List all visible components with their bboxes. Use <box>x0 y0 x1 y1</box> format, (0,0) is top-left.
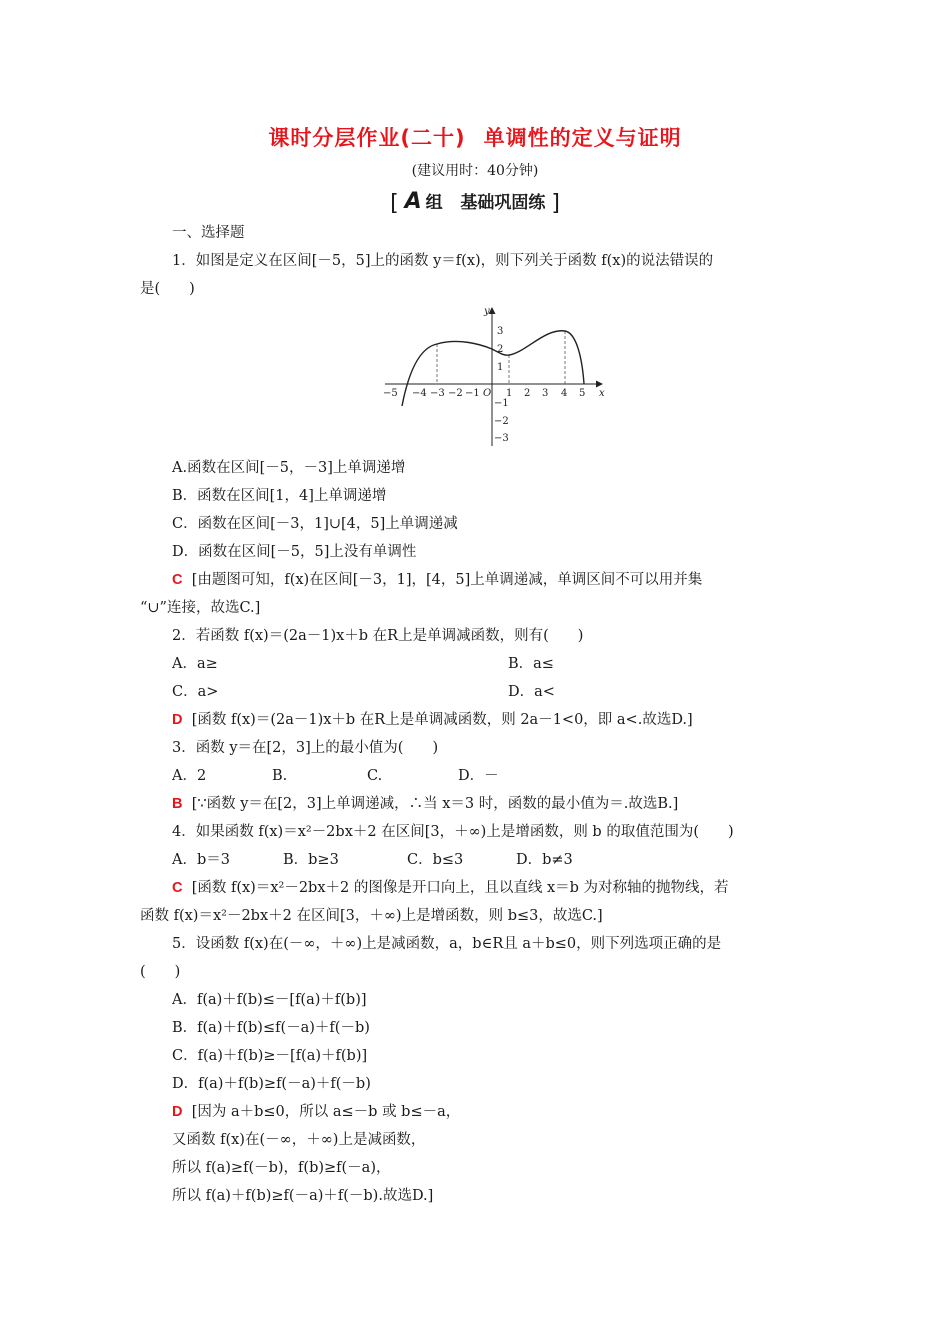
q2-option-c: C．a> <box>172 684 219 700</box>
q5-option-b: B．f(a)＋f(b)≤f(－a)＋f(－b) <box>172 1020 370 1036</box>
x-tick: −4 <box>412 388 427 399</box>
q4-option-b: B．b≥3 <box>283 852 339 868</box>
q5-explanation-line3: 所以 f(a)≥f(－b)，f(b)≥f(－a)， <box>172 1160 391 1176</box>
x-axis-label: x <box>599 388 605 399</box>
q2-option-a: A．a≥ <box>172 656 218 672</box>
x-tick: −1 <box>465 388 480 399</box>
q5-explanation-line1: D [因为 a＋b≤0，所以 a≤－b 或 b≤－a， <box>172 1104 461 1120</box>
q3-stem: 3．函数 y＝在[2，3]上的最小值为( ) <box>172 740 439 756</box>
x-tick: −2 <box>448 388 463 399</box>
q2-option-b: B．a≤ <box>508 656 554 672</box>
q4-explanation-line2: 函数 f(x)＝x²－2bx＋2 在区间[3，＋∞)上是增函数，则 b≤3，故选C.] <box>140 908 603 924</box>
q3-option-a: A．2 <box>172 768 207 784</box>
q2-option-d: D．a< <box>508 684 555 700</box>
q3-option-d: D．－ <box>458 768 499 784</box>
group-name: 基础巩固练 <box>460 193 546 213</box>
y-tick: −1 <box>494 398 509 409</box>
x-tick: 1 <box>506 388 513 399</box>
group-letter: A <box>404 189 422 214</box>
section-heading: 一、选择题 <box>172 225 245 241</box>
q1-explanation-line2: “∪”连接，故选C.] <box>140 600 261 616</box>
q4-option-c: C．b≤3 <box>407 852 464 868</box>
suggested-time: (建议用时：40分钟) <box>411 163 539 179</box>
q1-stem-line1: 1．如图是定义在区间[－5，5]上的函数 y＝f(x)，则下列关于函数 f(x)的说法错误的 <box>172 253 714 269</box>
q5-stem-line1: 5．设函数 f(x)在(－∞，＋∞)上是减函数，a，b∈R且 a＋b≤0，则下列选项正确的是 <box>172 936 722 952</box>
q4-option-a: A．b＝3 <box>172 852 230 868</box>
q1-answer: C <box>172 572 183 588</box>
y-axis-label: y <box>484 306 490 317</box>
q1-explanation-line1: C [由题图可知，f(x)在区间[－3，1]，[4，5]上单调递减，单调区间不可以用并集 <box>172 572 703 588</box>
y-tick-labels <box>494 326 509 444</box>
q1-option-b: B．函数在区间[1，4]上单调递增 <box>172 488 387 504</box>
q1-option-d: D．函数在区间[－5，5]上没有单调性 <box>172 544 417 560</box>
dashed-guides <box>437 331 565 384</box>
q5-option-a: A．f(a)＋f(b)≤－[f(a)＋f(b)] <box>172 992 367 1008</box>
q5-option-c: C．f(a)＋f(b)≥－[f(a)＋f(b)] <box>172 1048 368 1064</box>
x-tick: 2 <box>524 388 531 399</box>
q4-explanation-line1: C [函数 f(x)＝x²－2bx＋2 的图像是开口向上，且以直线 x＝b 为对称轴的抛物线，若 <box>172 880 729 896</box>
group-heading: [ A 组 基础巩固练 ] <box>390 189 560 216</box>
y-tick: −2 <box>494 416 509 427</box>
q5-answer: D <box>172 1104 183 1120</box>
x-tick: −3 <box>430 388 445 399</box>
q4-stem: 4．如果函数 f(x)＝x²－2bx＋2 在区间[3，＋∞)上是增函数，则 b 的取值范围为( ) <box>172 824 734 840</box>
q2-answer: D <box>172 712 183 728</box>
q4-answer: C <box>172 880 183 896</box>
q3-explanation: B [∵函数 y＝在[2，3]上单调递减，∴当 x＝3 时，函数的最小值为＝.故选B.] <box>172 796 679 812</box>
q5-explanation-line4: 所以 f(a)＋f(b)≥f(－a)＋f(－b).故选D.] <box>172 1188 434 1204</box>
q3-option-c: C. <box>367 768 383 784</box>
page-title <box>0 122 950 152</box>
q1-stem-line2: 是( ) <box>140 281 195 297</box>
x-tick: 5 <box>579 388 586 399</box>
x-tick: 4 <box>561 388 568 399</box>
q5-stem-line2: ( ) <box>140 964 181 980</box>
q2-explanation: D [函数 f(x)＝(2a－1)x＋b 在R上是单调减函数，则 2a－1<0，即 a<.故选D.] <box>172 712 693 728</box>
y-tick: 2 <box>497 344 504 355</box>
q2-stem: 2．若函数 f(x)＝(2a－1)x＋b 在R上是单调减函数，则有( ) <box>172 628 584 644</box>
y-tick: 3 <box>497 326 504 337</box>
function-graph <box>380 300 610 450</box>
q1-option-c: C．函数在区间[－3，1]∪[4，5]上单调递减 <box>172 516 458 532</box>
q3-option-b: B. <box>272 768 288 784</box>
origin-label: O <box>483 388 492 399</box>
q5-option-d: D．f(a)＋f(b)≥f(－a)＋f(－b) <box>172 1076 371 1092</box>
y-tick: −3 <box>494 433 509 444</box>
q1-option-a: A.函数在区间[－5，－3]上单调递增 <box>172 460 406 476</box>
y-tick: 1 <box>497 362 504 373</box>
title-main: 课时分层作业(二十) <box>268 126 466 150</box>
q3-answer: B <box>172 796 183 812</box>
q5-explanation-line2: 又函数 f(x)在(－∞，＋∞)上是减函数， <box>172 1132 426 1148</box>
x-tick: −5 <box>383 388 398 399</box>
q4-option-d: D．b≠3 <box>516 852 573 868</box>
x-tick: 3 <box>542 388 549 399</box>
title-topic: 单调性的定义与证明 <box>483 126 682 150</box>
